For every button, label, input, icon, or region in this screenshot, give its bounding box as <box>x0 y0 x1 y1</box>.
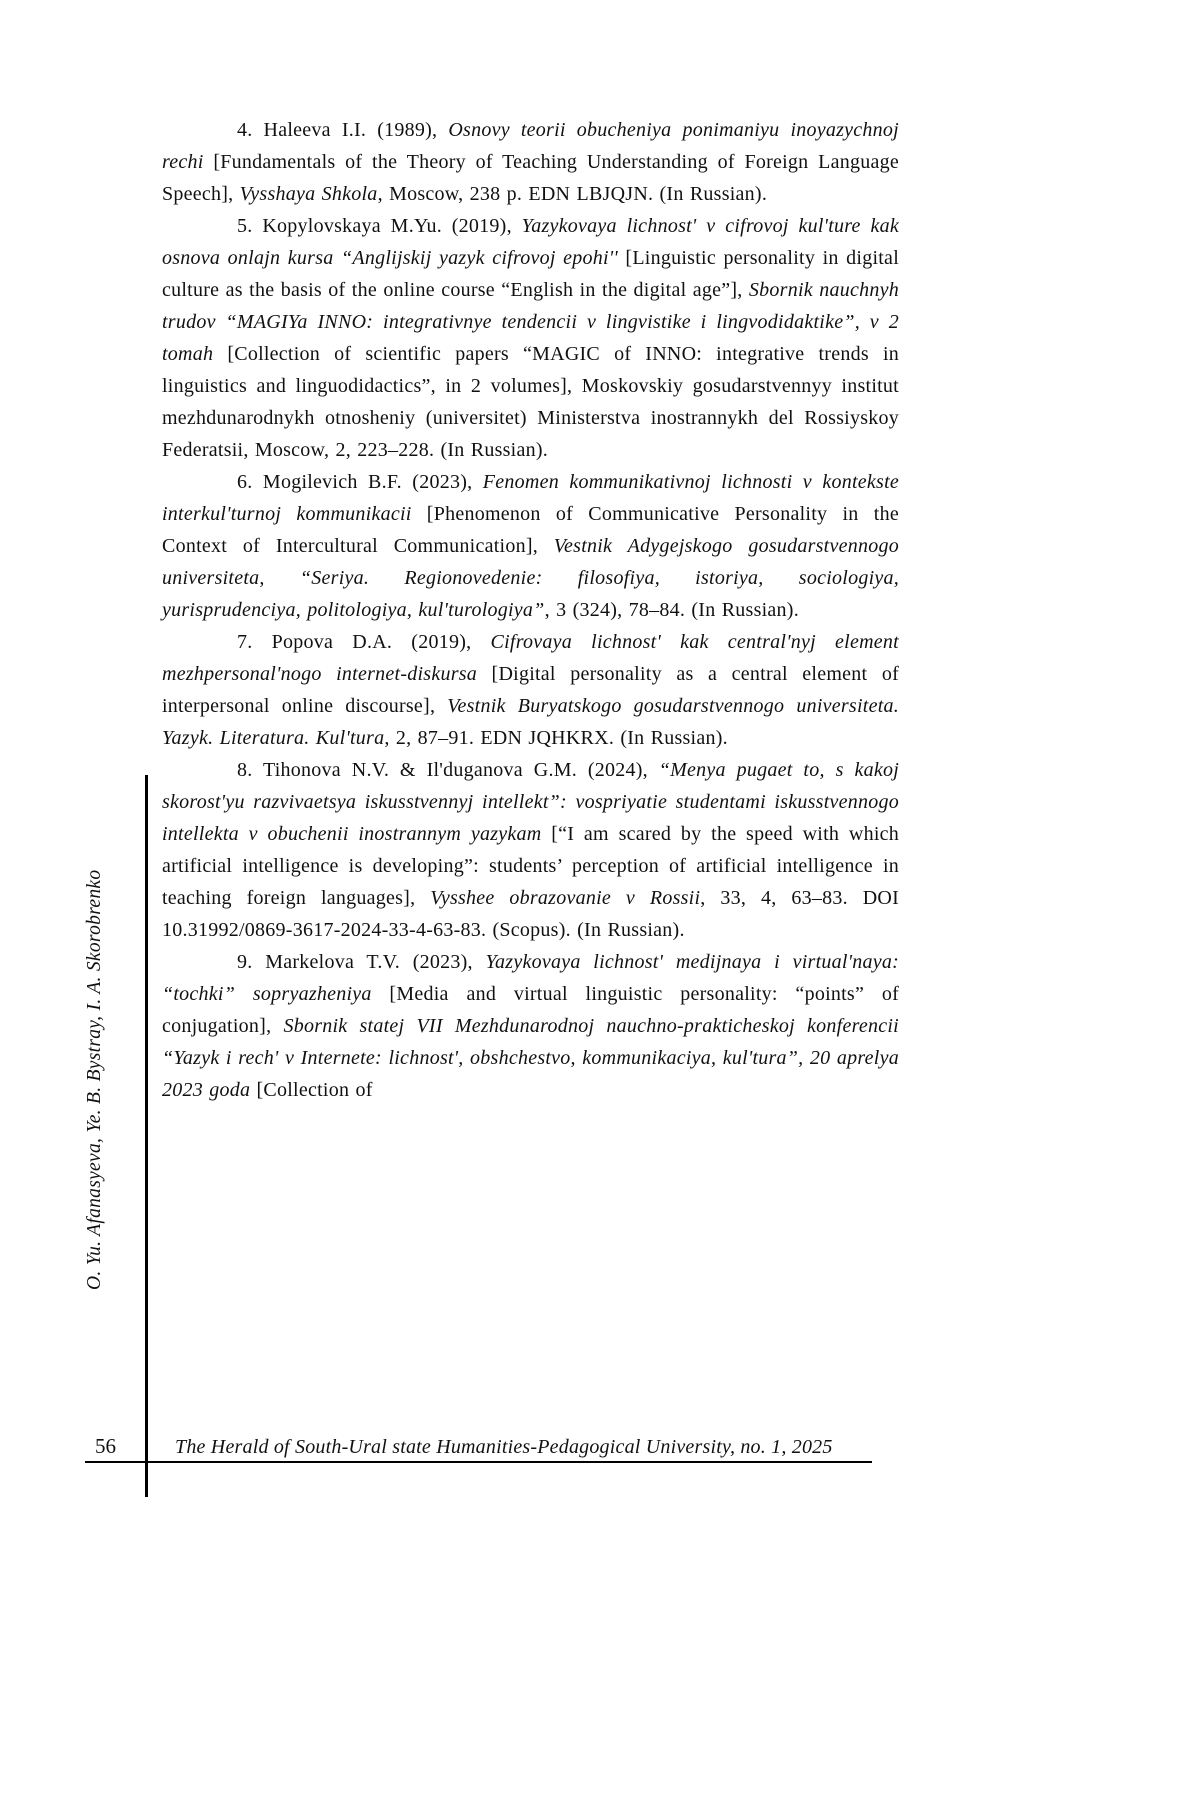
reference-entry-4: 4. Haleeva I.I. (1989), Osnovy teorii obucheniya ponimaniyu inoyazychnoj rechi [Fundamentals of the Theory of Teaching Understanding of Foreign Language Speech], Vysshaya Shkola, Moscow, 238 p. EDN LBJQJN. (In Russian). <box>162 119 899 205</box>
journal-footer-title: The Herald of South-Ural state Humanities-Pedagogical University, no. 1, 2025 <box>175 1436 833 1458</box>
sidebar-authors-vertical-text: O. Yu. Afanasyeva, Ye. B. Bystray, I. A. Skorobrenko <box>84 869 105 1290</box>
reference-entry-9: 9. Markelova T.V. (2023), Yazykovaya lichnost' medijnaya i virtual'naya: “tochki” sopryazheniya [Media and virtual linguistic personality: “points” of conjugation], Sbornik statej VII Mezhdunarodnoj nauchno-prakticheskoj konferencii “Yazyk i rech' v Internete: lichnost', obshchestvo, kommunikaciya, kul'tura”, 20 aprelya 2023 goda [Collection of <box>162 951 900 1101</box>
reference-entry-8: 8. Tihonova N.V. & Il'duganova G.M. (2024), “Menya pugaet to, s kakoj skorost'yu razvivaetsya iskusstvennyj intellekt”: vospriyatie studentami iskusstvennogo intellekta v obuchenii inostrannym yazykam [“I am scared by the speed with which artificial intelligence is developing”: students’ perception of artificial intelligence in teaching foreign languages], Vysshee obrazovanie v Rossii, 33, 4, 63–83. DOI 10.31992/0869-3617-2024-33-4-63-83. (Scopus). (In Russian). <box>162 759 900 941</box>
reference-entry-5: 5. Kopylovskaya M.Yu. (2019), Yazykovaya lichnost' v cifrovoj kul'ture kak osnova onlajn kursa “Anglijskij yazyk cifrovoj epohi'' [Linguistic personality in digital culture as the basis of the online course “English in the digital age”], Sbornik nauchnyh trudov “MAGIYa INNO: integrativnye tendencii v lingvistike i lingvodidaktike”, v 2 tomah [Collection of scientific papers “MAGIC of INNO: integrative trends in linguistics and linguodidactics”, in 2 volumes], Moskovskiy gosudarstvennyy institut mezhdunarodnykh otnosheniy (universitet) Ministerstva inostrannykh del Rossiyskoy Federatsii, Moscow, 2, 223–228. (In Russian). <box>162 215 900 461</box>
left-vertical-rule <box>145 775 148 1497</box>
reference-entry-7: 7. Popova D.A. (2019), Cifrovaya lichnost' kak central'nyj element mezhpersonal'nogo internet-diskursa [Digital personality as a central element of interpersonal online discourse], Vestnik Buryatskogo gosudarstvennogo universiteta. Yazyk. Literatura. Kul'tura, 2, 87–91. EDN JQHKRX. (In Russian). <box>162 631 900 749</box>
reference-entry-6: 6. Mogilevich B.F. (2023), Fenomen kommunikativnoj lichnosti v kontekste interkul'turnoj kommunikacii [Phenomenon of Communicative Personality in the Context of Intercultural Communication], Vestnik Adygejskogo gosudarstvennogo universiteta, “Seriya. Regionovedenie: filosofiya, istoriya, sociologiya, yurisprudenciya, politologiya, kul'turologiya”, 3 (324), 78–84. (In Russian). <box>162 471 899 621</box>
footer-rule <box>85 1461 872 1463</box>
references-list <box>162 114 899 1106</box>
page-number: 56 <box>95 1434 116 1458</box>
